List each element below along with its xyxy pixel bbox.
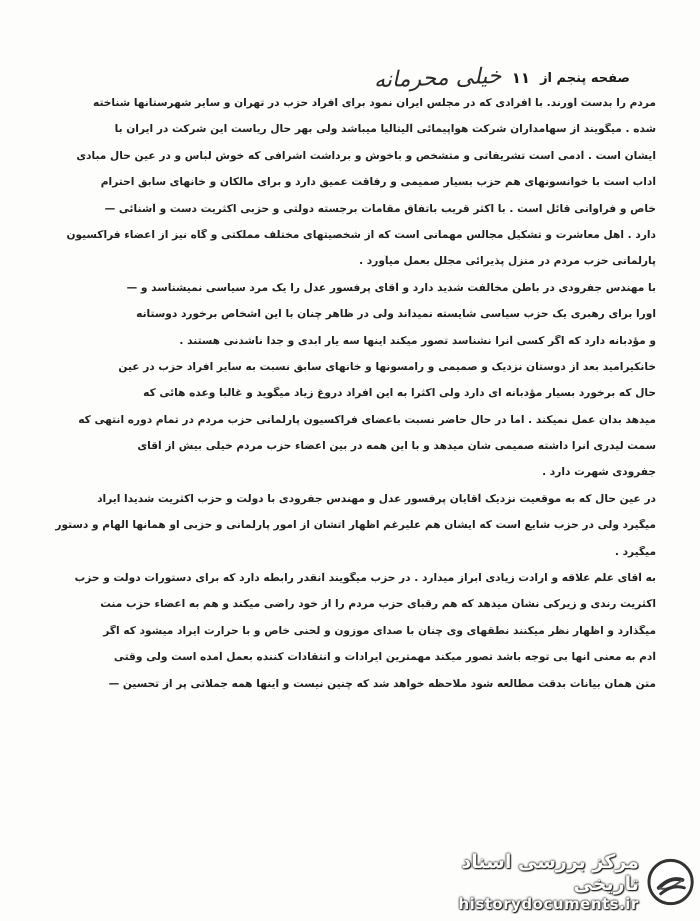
body-line: میگذارد و اظهار نظر میکنند نطقهای وی چنان با صدای موزون و لحنی خاص و با حرارت ایراد میشود که اگر	[103, 624, 656, 637]
page-header	[300, 58, 630, 98]
body-line: پارلمانی حزب مردم در منزل پذیرائی مجلل بعمل میآورد .	[359, 255, 656, 268]
book-emblem-icon	[647, 858, 694, 906]
body-line: حال که برخورد بسیار مؤدبانه ای دارد ولی اکثرا به این افراد دروغ زیاد میگوید و غالبا وعده هائی که	[143, 387, 656, 400]
watermark-logo	[394, 851, 694, 913]
body-line: خاص و فراوانی قائل است . با اکثر قریب باتفاق مقامات برجسته دولتی و حزبی اکثریت دست و آشنائی —	[104, 202, 656, 215]
body-line: جفرودی شهرت دارد .	[542, 466, 656, 479]
body-line: با مهندس جفرودی در باطن مخالفت شدید دارد و آقای پرفسور عدل را یک مرد سیاسی نمیشناسد و —	[126, 281, 656, 294]
body-line: میدهد بدان عمل نمیکند . اما در حال حاضر نسبت باعضای فراکسیون پارلمانی حزب مردم در تمام دوره انتهی که	[78, 413, 656, 426]
body-line: آدم به معنی آنها بی توجه باشد تصور میکند مهمترین ایرادات و انتقادات کننده بعمل آمده است ولی وقتی	[113, 651, 656, 664]
body-line: و مؤدبانه دارد که اگر کسی آنرا نشناسد تصور میکند اینها سه یار ابدی و جدا ناشدنی هستند .	[179, 334, 656, 347]
body-line: میگیرد .	[614, 545, 656, 558]
body-line: ایشان است . آدمی است تشریفاتی و متشخص و باخوش و برداشت اشرافی که خوش لباس و در عین حال مبادی	[76, 149, 656, 162]
body-line: در عین حال که به موقعیت نزدیک آقایان پرفسور عدل و مهندس جفرودی با دولت و حزب اکثریت شدیدا ایراد	[97, 492, 656, 505]
body-line: اکثریت رندی و زیرکی نشان میدهد که هم رقبای حزب مردم را از خود راضی میکند و هم به اعضاء حزب منت	[100, 598, 656, 611]
page-number-label: صفحه پنجم از	[540, 70, 630, 86]
body-line: متن همان بیانات بدقت مطالعه شود ملاحظه خواهد شد که چنین نیست و اینها همه جملاتی پر از تحسین —	[108, 677, 656, 690]
document-body	[52, 97, 656, 704]
page-total: ۱۱	[511, 69, 531, 87]
body-line: به آقای علم علاقه و ارادت زیادی ابراز میدارد . در حزب میگویند آنقدر رابطه دارد که برای دستورات دولت و حزب	[74, 572, 656, 585]
body-line: آداب است با خوانسونهای هم حزب بسیار صمیمی و رفاقت عمیق دارد و برای مالکان و خانهای سابق احترام	[100, 176, 656, 189]
body-line: سمت لیدری آنرا داشته صمیمی شان میدهد و با این همه در بین اعضاء حزب مردم خیلی بیش از آقای	[137, 440, 656, 453]
body-line: خانکیرامید بعد از دوستان نزدیک و صمیمی و رامسونها و خانهای سابق نسبت به سایر افراد حزب در عین	[118, 360, 656, 373]
body-line: اورا برای رهبری یک حزب سیاسی شایسته نمیداند ولی در ظاهر چنان با این اشخاص برخورد دوستانه	[136, 308, 656, 321]
handwritten-classification: خیلی محرمانه	[373, 63, 503, 93]
body-line: دارد . اهل معاشرت و تشکیل مجالس مهمانی است که از شخصیتهای مختلف مملکتی و گاه نیز از اعضاء فراکسیون	[66, 228, 656, 241]
body-line: مردم را بدست آورند. با افرادی که در مجلس ایران نمود برای افراد حزب در تهران و سایر شهرستانها شناخته	[93, 97, 656, 109]
body-line: شده . میگویند از سهامداران شرکت هواپیمائی آلیتالیا میباشد ولی بهر حال ریاست این شرکت در ایران با	[114, 123, 656, 136]
watermark-url: historydocuments.ir	[458, 895, 639, 913]
watermark-name: مرکز بررسی اسناد تاریخی	[461, 851, 639, 895]
watermark-texts	[394, 851, 639, 913]
body-line: میگیرد ولی در حزب شایع است که ایشان هم علیرغم اظهار اتشان از امور پارلمانی و حزبی او همانها الهام و دستور	[55, 519, 656, 532]
